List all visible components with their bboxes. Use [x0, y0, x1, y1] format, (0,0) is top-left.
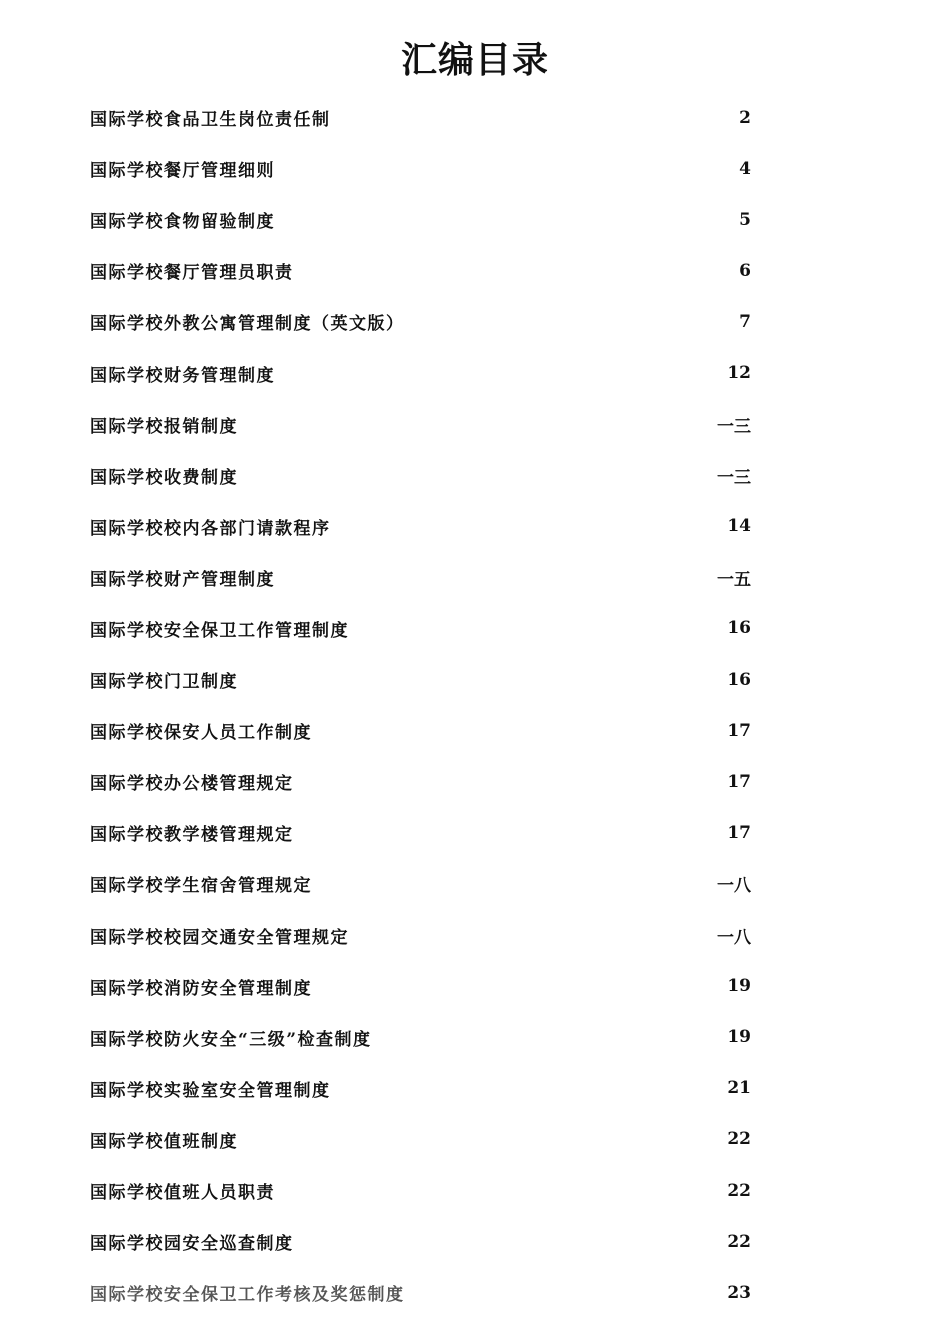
toc-entry-page-number: 17 — [727, 822, 751, 843]
toc-entry-page-number: 22 — [727, 1180, 751, 1201]
toc-entry-page-number: 一三 — [717, 416, 751, 437]
toc-entry[interactable] — [90, 705, 751, 756]
toc-entry-title: 国际学校财务管理制度 — [90, 365, 275, 386]
toc-entry[interactable] — [90, 654, 751, 705]
toc-entry-title: 国际学校食物留验制度 — [90, 212, 275, 233]
toc-entry[interactable] — [90, 1216, 751, 1267]
toc-entry[interactable] — [90, 961, 751, 1012]
toc-entry[interactable] — [90, 756, 751, 807]
toc-entry-title: 国际学校消防安全管理制度 — [90, 978, 312, 999]
toc-entry-title: 国际学校外教公寓管理制度（英文版） — [90, 314, 405, 335]
toc-entry[interactable] — [90, 450, 751, 501]
toc-entry[interactable] — [90, 1267, 751, 1318]
toc-entry[interactable] — [90, 1063, 751, 1114]
toc-entry[interactable] — [90, 501, 751, 552]
toc-entry-title: 国际学校园安全巡查制度 — [90, 1234, 294, 1255]
toc-entry-title: 国际学校学生宿舍管理规定 — [90, 876, 312, 897]
toc-entry-page-number: 23 — [727, 1282, 751, 1303]
toc-entry-page-number: 一八 — [717, 927, 751, 948]
toc-entry-title: 国际学校校园交通安全管理规定 — [90, 927, 349, 948]
toc-entry-title: 国际学校财产管理制度 — [90, 569, 275, 590]
toc-entry[interactable] — [90, 1012, 751, 1063]
toc-entry-page-number: 19 — [727, 1027, 751, 1048]
toc-entry-page-number: 一五 — [717, 569, 751, 590]
toc-entry-page-number: 22 — [727, 1231, 751, 1252]
toc-entry-page-number: 7 — [739, 311, 751, 332]
table-of-contents — [90, 92, 751, 1318]
toc-entry-page-number: 16 — [727, 669, 751, 690]
toc-entry-page-number: 14 — [727, 516, 751, 537]
toc-entry-title: 国际学校安全保卫工作考核及奖惩制度 — [90, 1285, 405, 1306]
page-title: 汇编目录 — [400, 39, 549, 81]
toc-entry-page-number: 一八 — [717, 876, 751, 897]
toc-entry-title: 国际学校值班制度 — [90, 1131, 238, 1152]
toc-entry[interactable] — [90, 858, 751, 909]
toc-entry-page-number: 17 — [727, 771, 751, 792]
toc-entry-title: 国际学校教学楼管理规定 — [90, 825, 294, 846]
toc-entry[interactable] — [90, 143, 751, 194]
toc-entry[interactable] — [90, 603, 751, 654]
toc-entry-page-number: 17 — [727, 720, 751, 741]
toc-entry-page-number: 12 — [727, 363, 751, 384]
toc-entry-page-number: 19 — [727, 976, 751, 997]
toc-entry-title: 国际学校办公楼管理规定 — [90, 774, 294, 795]
toc-entry-title: 国际学校校内各部门请款程序 — [90, 518, 331, 539]
toc-entry-page-number: 16 — [727, 618, 751, 639]
toc-entry-title: 国际学校安全保卫工作管理制度 — [90, 620, 349, 641]
toc-entry-page-number: 一三 — [717, 467, 751, 488]
toc-entry[interactable] — [90, 807, 751, 858]
toc-entry-page-number: 6 — [739, 260, 751, 281]
toc-entry[interactable] — [90, 347, 751, 398]
toc-entry-title: 国际学校值班人员职责 — [90, 1183, 275, 1204]
toc-entry-title: 国际学校防火安全“三级”检查制度 — [90, 1029, 372, 1050]
toc-entry-title: 国际学校实验室安全管理制度 — [90, 1080, 331, 1101]
toc-entry-page-number: 21 — [727, 1078, 751, 1099]
toc-entry[interactable] — [90, 399, 751, 450]
toc-entry-title: 国际学校收费制度 — [90, 467, 238, 488]
toc-entry[interactable] — [90, 1165, 751, 1216]
toc-entry-title: 国际学校食品卫生岗位责任制 — [90, 110, 331, 131]
toc-entry-title: 国际学校餐厅管理员职责 — [90, 263, 294, 284]
toc-entry[interactable] — [90, 194, 751, 245]
toc-entry[interactable] — [90, 92, 751, 143]
toc-entry[interactable] — [90, 910, 751, 961]
toc-entry-page-number: 22 — [727, 1129, 751, 1150]
toc-entry-title: 国际学校餐厅管理细则 — [90, 161, 275, 182]
toc-entry-page-number: 2 — [739, 107, 751, 128]
toc-entry[interactable] — [90, 552, 751, 603]
toc-entry[interactable] — [90, 245, 751, 296]
toc-entry-title: 国际学校保安人员工作制度 — [90, 723, 312, 744]
toc-entry-page-number: 5 — [739, 209, 751, 230]
toc-entry[interactable] — [90, 296, 751, 347]
toc-entry-page-number: 4 — [739, 158, 751, 179]
toc-entry-title: 国际学校门卫制度 — [90, 672, 238, 693]
toc-entry-title: 国际学校报销制度 — [90, 416, 238, 437]
toc-entry[interactable] — [90, 1114, 751, 1165]
